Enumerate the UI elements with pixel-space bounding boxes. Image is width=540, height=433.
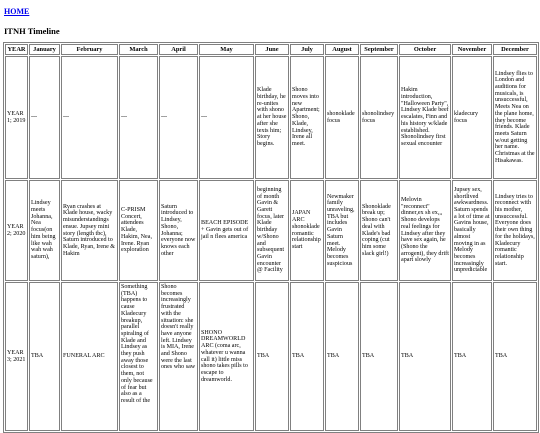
col-header-august: August — [325, 44, 359, 55]
cell-2020-august: Newmaker family unraveling, TBA but includes Gavin Saturn meet. Melody becomes suspicious — [325, 180, 359, 281]
cell-2019-august: shonoklade focus — [325, 56, 359, 179]
cell-2020-march: C-PRISM Concert, attendees Klade, Hakim, Nea, Irene. Ryan exploration — [119, 180, 158, 281]
col-header-may: May — [199, 44, 254, 55]
year-cell: YEAR 1; 2019 — [5, 56, 28, 179]
col-header-december: December — [493, 44, 537, 55]
col-header-july: July — [290, 44, 324, 55]
cell-2019-march: --- — [119, 56, 158, 179]
cell-2020-april: Saturn introduced to Lindsey, Shono, Johanna; everyone now knows each other — [159, 180, 198, 281]
col-header-october: October — [399, 44, 451, 55]
col-header-june: June — [255, 44, 289, 55]
cell-2020-july: JAPAN ARC shonoklade romantic relationship start — [290, 180, 324, 281]
cell-2021-october: TBA — [399, 282, 451, 431]
cell-2021-december: TBA — [493, 282, 537, 431]
cell-2021-august: TBA — [325, 282, 359, 431]
col-header-february: February — [61, 44, 118, 55]
cell-2021-march: Something (TBA) happens to cause Kladecury breakup, parallel spiraling of Klade and Lindsey as they push away those closest to them, not only because of fear but also as a result of the — [119, 282, 158, 431]
timeline-table — [3, 42, 539, 433]
page-title: ITNH Timeline — [4, 26, 60, 36]
col-header-november: November — [452, 44, 492, 55]
table-row-year-1 — [5, 56, 537, 179]
cell-2021-january: TBA — [29, 282, 60, 431]
header-row — [5, 44, 537, 55]
cell-2019-july: Shono moves into new Apartment; Shono, Klade, Lindsey, Irene all meet. — [290, 56, 324, 179]
cell-2020-february: Ryan crashes at Klade house, wacky misunderstandings ensue. Jupsey mini story (length tbc), Saturn introduced to Klade, Ryan, Irene & Hakim — [61, 180, 118, 281]
cell-2019-january: --- — [29, 56, 60, 179]
cell-2021-may: SHONO DREAMWORLD ARC (coma arc, whatever u wanna call it) little miss shono takes pills to escape to dreamworld. — [199, 282, 254, 431]
cell-2020-january: Lindsey meets Johanna, Nea focus(on him being like wah wah wah saturn), — [29, 180, 60, 281]
col-header-september: September — [360, 44, 398, 55]
cell-2021-february: FUNERAL ARC — [61, 282, 118, 431]
cell-2020-september: Shonoklade break up; Shono can't deal with Klade's bad coping (cut him some slack girl!) — [360, 180, 398, 281]
cell-2021-september: TBA — [360, 282, 398, 431]
cell-2019-october: Hakim introduction, "Halloween Party", Lindsey Klade beef escalates, Finn and his history w/klade established. Shonolindsey first sexual encounter — [399, 56, 451, 179]
cell-2019-december: Lindsey flies to London and auditions for musicals, is unsuccessful, Meets Nea on the plane home, they become friends. Klade meets Saturn w/out getting her name. Christmas at the Hisakawas. — [493, 56, 537, 179]
cell-2021-november: TBA — [452, 282, 492, 431]
cell-2020-november: Jupsey sex, shortlived awkwardness. Saturn spends a lot of time at Gavins house, basically almost moving in as Melody becomes increasingly unpredictable — [452, 180, 492, 281]
cell-2020-december: Lindsey tries to reconnect with his mother, unsuccessful. Everyone does their own thing for the holidays, Kladecury romantic relationship start. — [493, 180, 537, 281]
cell-2019-february: --- — [61, 56, 118, 179]
home-link[interactable]: HOME — [4, 7, 30, 16]
year-cell: YEAR 3; 2021 — [5, 282, 28, 431]
cell-2019-may: --- — [199, 56, 254, 179]
cell-2019-november: kladecury focus — [452, 56, 492, 179]
table-row-year-2 — [5, 180, 537, 281]
cell-2019-june: Klade birthday, he re-unites with shono at her house after she texts him; Story begins. — [255, 56, 289, 179]
col-header-year: YEAR — [5, 44, 28, 55]
col-header-january: January — [29, 44, 60, 55]
year-cell: YEAR 2; 2020 — [5, 180, 28, 281]
cell-2020-june: beginning of month Gavin & Garett focus, later Klade birthday w/Shono and subsequent Gavin encounter @ Facility — [255, 180, 289, 281]
cell-2021-june: TBA — [255, 282, 289, 431]
cell-2019-april: --- — [159, 56, 198, 179]
cell-2021-april: Shono becomes increasingly frustrated with the situation: she doesn't really have anyone left. Lindsey is MIA, Irene and Shono were the last ones who saw — [159, 282, 198, 431]
table-row-year-3 — [5, 282, 537, 431]
col-header-march: March — [119, 44, 158, 55]
col-header-april: April — [159, 44, 198, 55]
cell-2019-september: shonolindsey focus — [360, 56, 398, 179]
cell-2020-may: BEACH EPISODE + Gavin gets out of jail n flees america — [199, 180, 254, 281]
cell-2020-october: Melovin "reconnect" dinner,ex sh ex,,, Shono develops real feelings for Lindsey after they have sex again, he (Shono the arrogent), they drift apart slowly — [399, 180, 451, 281]
cell-2021-july: TBA — [290, 282, 324, 431]
